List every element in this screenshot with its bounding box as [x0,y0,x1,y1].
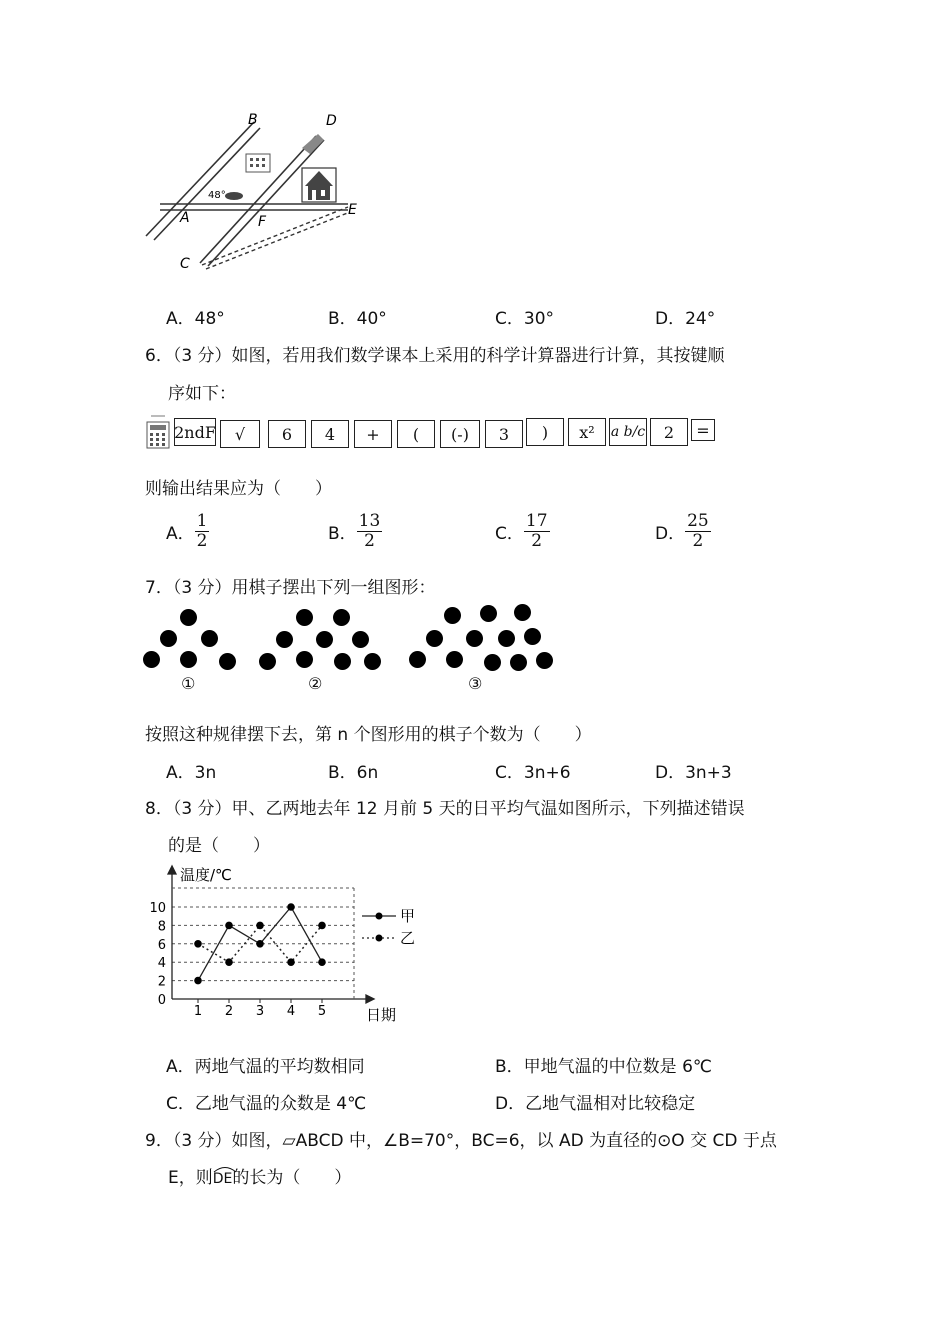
q6-option-b: B． $\frac{13}{2}$ [328,511,381,551]
chess-piece [143,651,160,668]
key-6: 6 [268,420,306,448]
q5-option-b: B．40° [328,309,387,329]
q7-option-d: D．3n+3 [655,763,732,783]
label-c: C [180,256,190,272]
data-point-2 [256,922,264,930]
key-open-paren: ( [397,420,435,448]
legend-marker-2 [376,935,383,942]
key-2ndf: 2ndF [174,418,216,446]
chess-piece [160,630,177,647]
x-tick-label: 4 [286,1004,296,1019]
chess-piece [409,651,426,668]
figure-label-3: ③ [468,674,483,693]
chart-xlabel: 日期 [366,1006,397,1024]
x-tick-label: 2 [224,1004,234,1019]
chess-piece [444,607,461,624]
q7-option-a: A．3n [166,763,217,783]
chess-piece [219,653,236,670]
key-2: 2 [650,418,688,446]
key-4: 4 [311,420,349,448]
q8-stem-line2: 的是（ ） [168,836,270,856]
house-icon [302,168,336,202]
chess-piece [352,631,369,648]
chess-piece [498,630,515,647]
figure-label-1: ① [181,674,196,693]
angle-label: 48° [208,190,226,201]
q8-stem-line1: 8．（3 分）甲、乙两地去年 12 月前 5 天的日平均气温如图所示，下列描述错误 [145,799,745,819]
chart-x-ticks [194,999,326,1019]
arc-icon [213,1165,237,1173]
chess-piece [201,630,218,647]
y-tick-label: 4 [157,956,166,972]
data-point-2 [194,940,202,948]
chess-piece [364,653,381,670]
q7-option-c: C．3n+6 [495,763,571,783]
chess-piece [536,652,553,669]
q6-stem-line1: 6．（3 分）如图，若用我们数学课本上采用的科学计算器进行计算，其按键顺 [145,346,725,366]
line-ce-dashed [202,207,350,269]
key-negative: (-) [440,420,480,448]
calculator-icon [145,412,171,450]
chess-piece [296,651,313,668]
q8-option-b: B．甲地气温的中位数是 6℃ [495,1057,712,1077]
chess-piece [466,630,483,647]
q9-stem-line1: 9．（3 分）如图，▱ABCD 中，∠B=70°，BC=6，以 AD 为直径的⊙O 交 CD 于点 [145,1131,777,1151]
q6-option-c: C． $\frac{17}{2}$ [495,511,548,551]
label-f: F [258,214,267,230]
legend-marker-1 [376,913,383,920]
q6-stem-line2: 序如下： [168,384,236,404]
q8-option-a: A．两地气温的平均数相同 [166,1057,365,1077]
q6-question: 则输出结果应为（ ） [145,479,332,499]
y-tick-label: 0 [157,993,166,1008]
q7-stem: 7．（3 分）用棋子摆出下列一组图形： [145,578,436,598]
y-tick-label: 8 [157,919,166,935]
chess-piece [296,609,313,626]
chess-piece [316,631,333,648]
chess-piece [524,628,541,645]
q5-figure [140,108,370,278]
q5-option-c: C．30° [495,309,555,329]
arc-de: DE [213,1167,233,1187]
legend-label-2: 乙 [400,929,416,947]
figure-label-2: ② [308,674,323,693]
data-point-2 [318,922,326,930]
chess-piece [426,630,443,647]
data-point-1 [194,977,202,985]
chess-piece [276,631,293,648]
chess-piece [514,604,531,621]
key-equals: = [691,419,715,441]
label-b: B [248,112,258,128]
chess-piece [480,605,497,622]
temperature-chart [140,858,440,1028]
line-ab [146,122,260,240]
q6-option-d: D． $\frac{25}{2}$ [655,511,709,551]
x-tick-label: 1 [193,1004,203,1019]
data-point-1 [318,958,326,966]
q8-option-d: D．乙地气温相对比较稳定 [495,1094,696,1114]
data-point-1 [256,940,264,948]
chess-piece [484,654,501,671]
legend-label-1: 甲 [400,907,416,925]
q5-option-d: D．24° [655,309,716,329]
chess-piece [333,609,350,626]
data-point-1 [225,922,233,930]
q6-option-a: A． $\frac{1}{2}$ [166,511,208,551]
y-tick-label: 2 [157,974,166,990]
label-a: A [180,210,190,226]
q8-option-c: C．乙地气温的众数是 4℃ [166,1094,367,1114]
chart-ylabel: 温度/℃ [180,866,232,884]
data-point-2 [225,958,233,966]
chess-piece [334,653,351,670]
key-plus: + [354,420,392,448]
chess-piece [510,654,527,671]
chart-series [194,903,326,984]
y-tick-label: 10 [149,901,166,916]
q9-stem-line2: E，则 DE的长为（ ） [168,1163,351,1188]
q5-option-a: A．48° [166,309,225,329]
chess-piece [180,651,197,668]
q7-option-b: B．6n [328,763,379,783]
car-icon [225,192,243,200]
chess-piece [446,651,463,668]
x-tick-label: 5 [317,1004,327,1019]
key-3: 3 [485,420,523,448]
key-x-squared: x² [568,418,606,446]
label-d: D [326,113,337,129]
chart-y-ticks [149,901,166,1008]
buildings-icon [246,154,270,172]
chess-piece [259,653,276,670]
key-sqrt: √ [220,420,260,448]
chart-legend [362,907,415,947]
x-tick-label: 3 [255,1004,265,1019]
key-close-paren: ) [526,418,564,446]
data-point-1 [287,903,295,911]
chess-piece [180,609,197,626]
q7-question: 按照这种规律摆下去，第 n 个图形用的棋子个数为（ ） [145,725,592,745]
key-fraction: a b/c [609,418,647,446]
label-e: E [348,202,357,218]
data-point-2 [287,958,295,966]
y-tick-label: 6 [157,937,166,953]
